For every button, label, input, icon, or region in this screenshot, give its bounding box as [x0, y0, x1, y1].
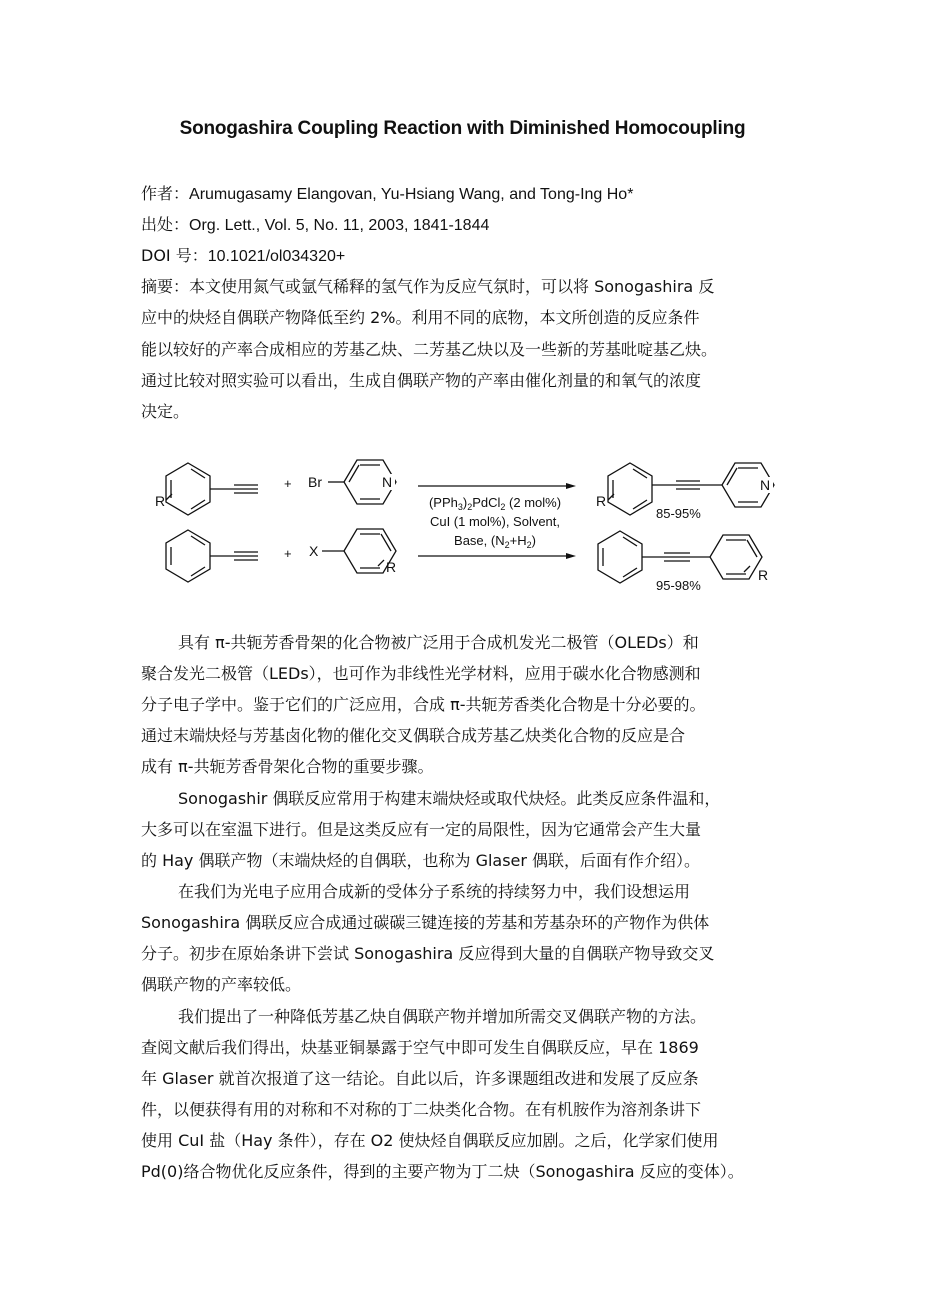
body-line: 大多可以在室温下进行。但是这类反应有一定的局限性，因为它通常会产生大量: [141, 820, 702, 839]
condition-cocatalyst: CuI (1 mol%), Solvent,: [429, 514, 561, 529]
bromo-label: Br: [308, 474, 322, 490]
abstract-line: 能以较好的产率合成相应的芳基乙炔、二芳基乙炔以及一些新的芳基吡啶基乙炔。: [141, 340, 718, 359]
source: Org. Lett., Vol. 5, No. 11, 2003, 1841-1844: [189, 217, 490, 234]
body-line: 分子。初步在原始条讲下尝试 Sonogashira 反应得到大量的自偶联产物导致交叉: [141, 944, 715, 963]
body-line: 件，以便获得有用的对称和不对称的丁二炔类化合物。在有机胺作为溶剂条讲下: [141, 1100, 702, 1119]
body-line: 使用 CuI 盐（Hay 条件），存在 O2 使炔烃自偶联反应加剧。之后，化学家们使用: [141, 1131, 719, 1150]
condition-catalyst: $(PPh_3)_2PdCl_2$ (2 mol%): [428, 495, 562, 512]
yield-2: 95-98%: [656, 578, 701, 593]
body-line: 聚合发光二极管（LEDs），也可作为非线性光学材料，应用于碳水化合物感测和: [141, 664, 701, 683]
pyridine-n-label: N: [382, 474, 393, 490]
r-substituent-label: R: [758, 567, 769, 583]
abstract-line: 应中的炔烃自偶联产物降低至约 2%。利用不同的底物，本文所创造的反应条件: [141, 308, 700, 327]
source-label: 出处：: [141, 215, 190, 234]
doi: 10.1021/ol034320+: [207, 248, 346, 265]
body-line: 年 Glaser 就首次报道了这一结论。自此以后，许多课题组改进和发展了反应条: [141, 1069, 699, 1088]
body-line: 通过末端炔烃与芳基卤化物的催化交叉偶联合成芳基乙炔类化合物的反应是合: [141, 726, 686, 745]
body-line: 偶联产物的产率较低。: [141, 975, 302, 994]
authors: Arumugasamy Elangovan, Yu-Hsiang Wang, and Tong-Ing Ho*: [189, 186, 634, 203]
reaction-arrow: [418, 553, 576, 559]
body-line: 具有 π-共轭芳香骨架的化合物被广泛用于合成机发光二极管（OLEDs）和: [178, 633, 699, 652]
body-line: 的 Hay 偶联产物（末端炔烃的自偶联，也称为 Glaser 偶联，后面有作介绍）。: [141, 851, 701, 870]
body-line: 在我们为光电子应用合成新的受体分子系统的持续努力中，我们设想运用: [178, 882, 691, 901]
pyridine-n-label: N: [760, 477, 771, 493]
authors-label: 作者：: [141, 184, 190, 203]
r-substituent-label: R: [596, 493, 607, 509]
r-substituent-label: R: [386, 559, 397, 575]
plus-sign: +: [284, 476, 292, 491]
yield-1: 85-95%: [656, 506, 701, 521]
aryl-halide-structure: [322, 529, 396, 573]
reaction-arrow: [418, 483, 576, 489]
aryl-acetylene-structure: [166, 463, 258, 515]
plus-sign: +: [284, 546, 292, 561]
body-line: 成有 π-共轭芳香骨架化合物的重要步骤。: [141, 757, 434, 776]
condition-atmosphere: Base, $(N_2+H_2)$: [454, 533, 536, 550]
r-substituent-label: R: [155, 493, 166, 509]
body-line: 分子电子学中。鉴于它们的广泛应用，合成 π-共轭芳香类化合物是十分必要的。: [141, 695, 706, 714]
body-line: 我们提出了一种降低芳基乙炔自偶联产物并增加所需交叉偶联产物的方法。: [178, 1007, 707, 1026]
body-line: Sonogashira 偶联反应合成通过碳碳三键连接的芳基和芳基杂环的产物作为供体: [141, 913, 710, 932]
paper-title: Sonogashira Coupling Reaction with Diminished Homocoupling: [179, 118, 746, 139]
diaryl-acetylene-structure: [598, 531, 762, 583]
abstract-line: 通过比较对照实验可以看出，生成自偶联产物的产率由催化剂量的和氧气的浓度: [141, 371, 702, 390]
halide-x-label: X: [309, 543, 319, 559]
doi-label: DOI 号：: [141, 246, 208, 265]
abstract-line: 决定。: [141, 402, 190, 421]
phenylacetylene-structure: [166, 530, 258, 582]
body-line: Sonogashir 偶联反应常用于构建末端炔烃或取代炔烃。此类反应条件温和，: [178, 789, 721, 808]
abstract-line: 摘要：本文使用氮气或氩气稀释的氢气作为反应气氛时，可以将 Sonogashira 反: [141, 277, 715, 296]
body-line: Pd(0)络合物优化反应条件，得到的主要产物为丁二炔（Sonogashira 反应的变体）。: [141, 1162, 744, 1181]
body-line: 查阅文献后我们得出，炔基亚铜暴露于空气中即可发生自偶联反应，早在 1869: [141, 1038, 699, 1057]
